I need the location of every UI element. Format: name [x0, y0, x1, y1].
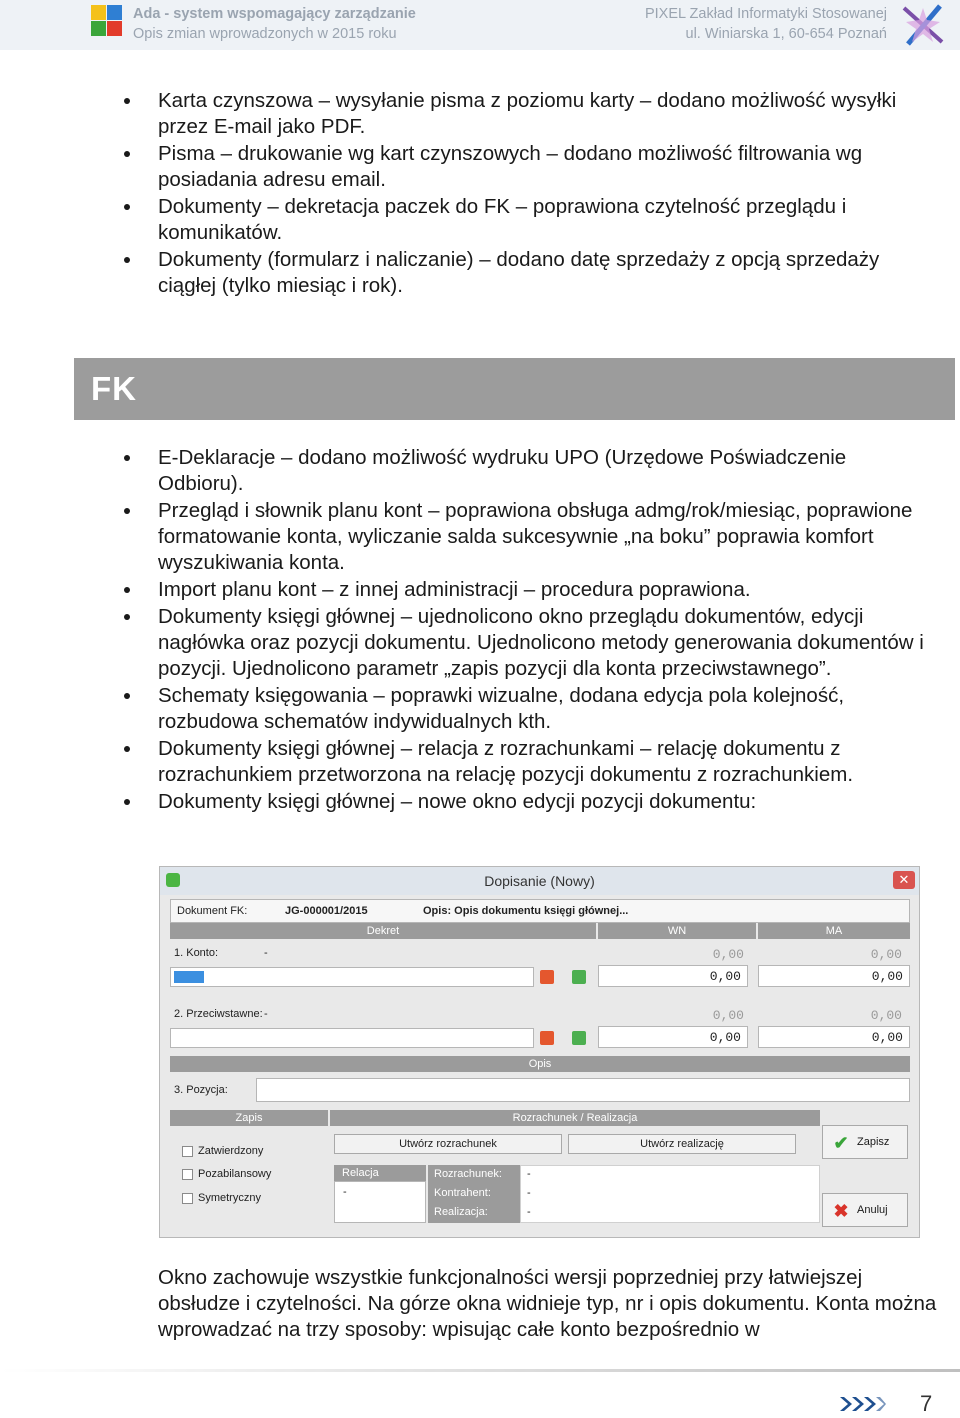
- header-subtitle: Opis zmian wprowadzonych w 2015 roku: [133, 26, 397, 42]
- document-label: Dokument FK:: [177, 905, 248, 917]
- kontrahent-value: -: [527, 1187, 531, 1199]
- rozrachunek-labels-panel: [428, 1165, 520, 1223]
- column-header-dekret: Dekret: [170, 923, 596, 939]
- konto-value: -: [264, 947, 268, 959]
- relacja-list[interactable]: [334, 1181, 426, 1223]
- rozrachunek-values-panel: [520, 1165, 820, 1223]
- account-book-green-icon[interactable]: [572, 970, 586, 984]
- przeciwstawne-value: -: [264, 1008, 268, 1020]
- list-item: Dokumenty księgi głównej – relacja z rozrachunkami – relację dokumentu z rozrachunkiem przetworzona na relację pozycji dokumentu z rozrachunkiem.: [0, 736, 960, 788]
- header-right-block: [645, 4, 887, 44]
- footer-rule: [0, 1369, 960, 1372]
- body-paragraph: Okno zachowuje wszystkie funkcjonalności wersji poprzedniej przy łatwiejszej obsłudze i czytelności. Na górze okna widnieje typ, nr i opis dokumentu. Konta można wprowadzać na trzy sposoby: wpisując całe konto bezpośrednio w: [158, 1266, 937, 1341]
- konto-ma-value: 0,00: [871, 969, 903, 984]
- list-item: Karta czynszowa – wysyłanie pisma z poziomu karty – dodano możliwość wysyłki przez E-mail jako PDF.: [0, 88, 960, 140]
- list-item: Przegląd i słownik planu kont – poprawiona obsługa admg/rok/miesiąc, poprawione formatowanie konta, wyliczanie salda sukcesywnie „na boku” poprawia komfort wyszukiwania konta.: [0, 498, 960, 576]
- cancel-button[interactable]: [822, 1193, 908, 1227]
- create-settlement-button[interactable]: Utwórz rozrachunek: [334, 1134, 562, 1154]
- section-header-zapis: Zapis: [170, 1110, 328, 1126]
- window-title: Dopisanie (Nowy): [484, 873, 595, 889]
- konto-wn-secondary: 0,00: [712, 947, 744, 962]
- list-item: Dokumenty księgi głównej – ujednolicono okno przeglądu dokumentów, edycji nagłówka oraz pozycji dokumentu. Ujednolicono metody generowania dokumentów i pozycji. Ujednolicono parametr „zapis pozycji dla konta przeciwstawnego”.: [0, 604, 960, 682]
- list-item: Dokumenty (formularz i naliczanie) – dodano datę sprzedaży z opcją sprzedaży ciągłej (tylko miesiąc i rok).: [0, 247, 960, 299]
- account-book-green-icon[interactable]: [572, 1031, 586, 1045]
- przeciwstawne-wn-value: 0,00: [709, 1030, 741, 1045]
- konto-ma-input[interactable]: [758, 965, 910, 987]
- list-item: Import planu kont – z innej administracji – procedura poprawiona.: [0, 577, 960, 603]
- account-book-red-icon[interactable]: [540, 970, 554, 984]
- header-title: Ada - system wspomagający zarządzanie: [133, 6, 416, 22]
- konto-input[interactable]: [170, 967, 534, 987]
- przeciwstawne-wn-secondary: 0,00: [712, 1008, 744, 1023]
- rozrachunek-label: Rozrachunek:: [434, 1168, 502, 1180]
- pozycja-input[interactable]: [256, 1078, 910, 1102]
- section-header-fk: [74, 358, 955, 420]
- list-item: Dokumenty – dekretacja paczek do FK – poprawiona czytelność przeglądu i komunikatów.: [0, 194, 960, 246]
- przeciwstawne-ma-value: 0,00: [871, 1030, 903, 1045]
- relacja-header: Relacja: [334, 1165, 426, 1181]
- symetryczny-checkbox[interactable]: [182, 1193, 193, 1204]
- column-header-wn: WN: [598, 923, 756, 939]
- window-titlebar: [160, 867, 919, 895]
- list-item: Dokumenty księgi głównej – nowe okno edycji pozycji dokumentu:: [0, 789, 960, 815]
- chevrons-right-icon: [838, 1395, 886, 1413]
- document-number: JG-000001/2015: [285, 905, 368, 917]
- zatwierdzony-checkbox[interactable]: [182, 1146, 193, 1157]
- column-header-opis: Opis: [170, 1056, 910, 1072]
- pixel-star-logo-icon: [900, 2, 946, 46]
- list-item: E-Deklaracje – dodano możliwość wydruku UPO (Urzędowe Poświadczenie Odbioru).: [0, 445, 960, 497]
- section-title: FK: [91, 370, 137, 407]
- przeciwstawne-ma-input[interactable]: [758, 1026, 910, 1048]
- changes-list-top: [0, 88, 960, 300]
- close-button[interactable]: ✕: [893, 871, 915, 889]
- pozabilansowy-label: Pozabilansowy: [198, 1168, 272, 1180]
- przeciwstawne-wn-input[interactable]: [598, 1026, 748, 1048]
- header-company: PIXEL Zakład Informatyki Stosowanej: [644, 6, 887, 22]
- relacja-value: -: [343, 1186, 347, 1198]
- section-header-rozrachunek: Rozrachunek / Realizacja: [330, 1110, 820, 1126]
- header-address: ul. Winiarska 1, 60-654 Poznań: [685, 26, 887, 42]
- document-description: Opis: Opis dokumentu księgi głównej...: [423, 905, 629, 917]
- konto-ma-secondary: 0,00: [870, 947, 902, 962]
- document-header-row: [170, 899, 910, 923]
- create-realization-button[interactable]: Utwórz realizację: [568, 1134, 796, 1154]
- save-button-label: Zapisz: [857, 1136, 890, 1148]
- save-button[interactable]: [822, 1125, 908, 1159]
- realizacja-value: -: [527, 1206, 531, 1218]
- page-header: [0, 0, 960, 50]
- company-logo-icon: [90, 4, 124, 38]
- rozrachunek-value: -: [527, 1168, 531, 1180]
- przeciwstawne-label: 2. Przeciwstawne:: [174, 1008, 263, 1020]
- changes-list-fk: [0, 445, 960, 816]
- document-entry-window: [159, 866, 920, 1238]
- symetryczny-label: Symetryczny: [198, 1192, 261, 1204]
- pozycja-label: 3. Pozycja:: [174, 1084, 228, 1096]
- przeciwstawne-input[interactable]: [170, 1028, 534, 1048]
- account-book-red-icon[interactable]: [540, 1031, 554, 1045]
- cancel-button-label: Anuluj: [857, 1204, 888, 1216]
- kontrahent-label: Kontrahent:: [434, 1187, 491, 1199]
- konto-wn-input[interactable]: [598, 965, 748, 987]
- przeciwstawne-ma-secondary: 0,00: [870, 1008, 902, 1023]
- list-item: Schematy księgowania – poprawki wizualne, dodana edycja pola kolejność, rozbudowa schematów indywidualnych kth.: [0, 683, 960, 735]
- checkmark-icon: ✔: [833, 1133, 849, 1153]
- page-number: 7: [920, 1391, 933, 1416]
- cancel-x-icon: ✖: [833, 1201, 849, 1221]
- selection-highlight: [174, 971, 204, 983]
- header-left-block: [133, 4, 416, 44]
- list-item: Pisma – drukowanie wg kart czynszowych – dodano możliwość filtrowania wg posiadania adresu email.: [0, 141, 960, 193]
- zatwierdzony-label: Zatwierdzony: [198, 1145, 264, 1157]
- konto-label: 1. Konto:: [174, 947, 219, 959]
- pozabilansowy-checkbox[interactable]: [182, 1169, 193, 1180]
- column-header-ma: MA: [758, 923, 910, 939]
- realizacja-label: Realizacja:: [434, 1206, 488, 1218]
- konto-wn-value: 0,00: [709, 969, 741, 984]
